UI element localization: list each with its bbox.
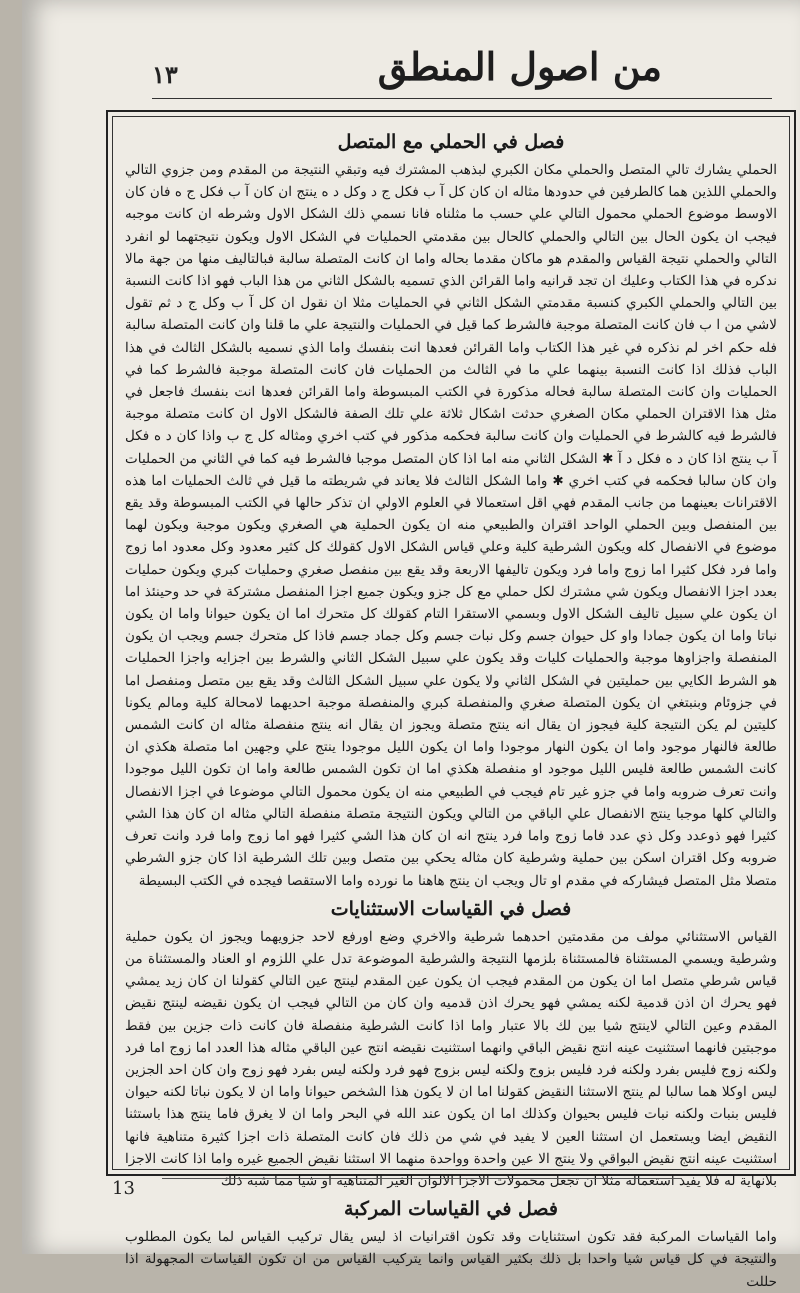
section-body: الحملي يشارك تالي المتصل والحملي مكان الكبري لبذهب المشترك فيه وتبقي النتيجة من المقدم ومن جزوي التالي والحملي اللذين هما كالطرفين في حدودها مثاله ان كان كل آ ب فكل ج د وكل د ه ينتج ان كان آ ب فكل ج ه فان كان الاوسط موضوع الحملي محمول التالي علي حسب ما مثلناه فانا نسمي ذلك الشكل الاول وشرطه ان كانت موجبه فيجب ان يكون الحال بين التالي والحملي كالحال بين مقدمتي الحمليات في الشكل الاول ويكون نتيجتهما لو انفرد التالي والحملي نتيجة القياس والمقدم هو ماكان مقدما بحاله واما ان كانت المتصلة سالبة فبالتاليف منها من جهة مالا ندكره في هذا الكتاب وعليك ان تجد قرانيه واما القرائن الذي تسميه بالشكل الثاني من هذا الباب فهو اذا كانت النسبة بين التالي والحملي الكبري كنسبة مقدمتي الشكل الثاني في الحمليات مثلا ان نقول ان كل آ ب وكل ج د ثم تقول لاشي من ا ب فان كانت المتصلة موجبة فالشرط كما قيل في الحمليات والنتيجة علي ما قلنا وان كانت المتصلة سالبة فله حكم اخر لم نذكره في غير هذا الكتاب واما القرائن فعدها انت بنفسك واما الذي نسميه بالشكل الثالث في هذا الباب فذلك اذا كانت النسبة بينهما علي ما في الثالث من الحمليات فان كانت المتصلة موجبة فالشرط كما في الحمليات وان كانت المتصلة سالبة فحاله مذكورة في الكتب المبسوطة واما القرائن فعدها انت بنفسك فاجعل في مثل هذا الاقتران الحملي مكان الصغري حدثت اشكال ثلاثة علي تلك الصفة فالشكل الاول ان كانت متصلة موجبة فالشرط فيه كالشرط في الحمليات وان كانت سالبة فحكمه مذكور في كتب اخري ومثاله كل ج ب واذا كان د ه فكل آ ب ينتج اذا كان د ه فكل د آ ✱ الشكل الثاني منه اما اذا كان المتصل موجبا فالشرط فيه كما في الثاني من الحمليات وان كان سالبا فحكمه في كتب اخري ✱ واما الشكل الثالث فلا يعاند في شريطته ما قيل في ثالث الحمليات اما هذه الاقترانات بعينهما من جانب المقدم فهي اقل استعمالا في العلوم الاولي ان تذكر حالها في الكتب المبسوطة وقد يقع بين المنفصل وبين الحملي الواحد اقتران والطبيعي منه ان يكون الحملية هي الصغري ويكون موجبة ويكون لهما موضوع في الانفصال كله ويكون الشرطية كلية وعلي قياس الشكل الاول كقولك كل كثير معدود وكل معدود اما زوج واما فرد فكل كثيرا اما زوج واما فرد ويكون تاليفها الاربعة وقد يقع بين منفصل صغري وحمليات كبري ويكون حمليات بعدد اجزا الانفصال ويكون شي مشترك لكل حملي مع كل جزو ويكون جميع اجزا المنفصل مشتركة في حد وحينئذ اما ان يكون علي سبيل تاليف الشكل الاول وبسمي الاستقرا التام كقولك كل متحرك اما ان يكون حيوانا واما ان يكون نباتا واما ان يكون جمادا واو كل حيوان جسم وكل نبات جسم وكل جماد جسم فاذا كل متحرك جسم ويجب ان يكون المنفصلة واجزاوها موجبة والحمليات كليات وقد يكون علي سبيل الشكل الثاني والشرط بين اجزايه واجزا الحمليات هو الشرط الكايي بين حمليتين في الشكل الثاني ولا يكون علي سبيل الشكل الثالث وقد يقع بين متصل ومنفصل اما في جزوئام وبنبتغي ان يكون المتصلة صغري والمنفصلة كبري والمنفصلة موجبة احديهما لامحالة كلية ومالم يكونا كليتين لم يكن النتيجة كلية فيجوز ان يقال انه ينتج متصلة ويجوز ان يقال انه ينتج منفصلة مثاله ان كانت الشمس طالعة فالنهار موجود واما ان يكون النهار موجودا واما ان يكون الليل موجودا ينتج علي وجهين اما متصلة هكذي ان كانت الشمس طالعة فليس الليل موجود او منفصلة هكذي اما ان تكون الشمس طالعة واما ان تكون الليل موجودا وانت تعرف ضروبه واما في جزو غير تام فيجب في الطبيعي منه ان يكون محمول التالي موضوعا في اجزا الانفصال والتالي كلها موجبا ينتج الانفصال علي الباقي من التالي ويكون النتيجة متصلة منفصلة التالي مثاله ان كان هذا الشي كثيرا فهو ذوعدد وكل ذي عدد فاما زوج واما فرد ينتج انه ان كان هذا الشي كثيرا فهو اما زوج واما فرد وانت تعرف ضروبه وكل اقتران اسكن بين حملية وشرطية كان مثاله يحكي بين متصل وبين تلك الشرطية اذا كان جزو الشرطي متصلا مثل المتصل فيشاركه في مقدم او تال ويجب ان ينتج هاهنا ما نورده واما الاستقصا فيجده في الكتب البسيطة <box>125 162 777 889</box>
section-title: فصل في القياسات المركبة <box>343 1198 558 1221</box>
section-title: فصل في القياسات الاستثنايات <box>330 897 572 920</box>
running-title: من اصول المنطق <box>377 44 662 89</box>
running-head <box>152 38 772 99</box>
page-content <box>125 125 777 1290</box>
footer-page-number: 13 <box>112 1178 135 1199</box>
section-body: واما القياسات المركبة فقد تكون استثنايات وقد تكون اقترانيات اذ ليس يقال تركيب القياس لما يكون المطلوب والنتيجة في كل قياس شيا واحدا بل ذلك بكثير القياس وانما يتركيب القياس من ان تكون القياسات المجهولة اذا حللت <box>125 1229 777 1290</box>
section-title: فصل في الحملي مع المتصل <box>337 131 565 153</box>
book-page <box>22 0 800 1290</box>
page-number: ١٣ <box>152 60 178 89</box>
footer-rule <box>162 1178 682 1179</box>
section-body: القياس الاستثنائي مولف من مقدمتين احدهما شرطية والاخري وضع اورفع لاحد جزويهما ويجوز ان يكون حملية وشرطية ويسمي المستثناة فالمستثناة بلزمها النتيجة والشرطية الموضوعة تدل علي اللزوم او العناد والمستثناة من قياس شرطي متصل اما ان يكون من المقدم فيجب ان يكون عين المقدم لينتج عين التالي كقولنا ان كان زيد يمشي فهو يحرك ان اذن قدمية لكنه يمشي فهو يحرك اذن قدميه وان كان من التالي فيجب ان يكون نقيضه لينتج نقيض المقدم وعين التالي لاينتج شيا بين لك بالا عتبار واما اذا كانت الشرطية منفصلة فان كانت ذات جزين بين فقط موجبتين فانهما استثنيت عينه انتج نقيض الباقي وانهما استثنيت نقيضه انتج عين الباقي مثاله هذا العدد اما زوج اما فرد ولكنه زوج فليس بفرد ولكنه فرد فليس بزوج ولكنه ليس بزوج فهو فرد ولكنه ليس بفرد فهو زوج وان كان احد الجزين ليس اوكلا هما سالبا لم ينتج الاستثنا النقيض كقولنا اما ان لا يكون هذا الشخص حيوانا واما ان لا يكون نباتا لكنه حيوان فليس بنبات ولكنه نبات فليس بحيوان وكذلك اما ان يكون عند الله في البحر واما ان لا يغرق فاما ينتج هذا باستثنا النقيض ايضا ويستعمل ان استثنا العين لا يفيد في شي من ذلك فان كانت المتصلة ذات اجزا كثيرة متناهية فانها استثنيت عينه انتج نقيض البواقي ولا ينتج الا عين واحدة وواحدة منهما الا استثنا نقيض الجميع غيره واما اذا كانت الاجزا بلانهاية له فلا يفيد استعماله مثلا ان تجعل محمولات الاجزا الالوان الغير المتناهية او شيا مما شبه ذلك <box>125 928 777 1189</box>
